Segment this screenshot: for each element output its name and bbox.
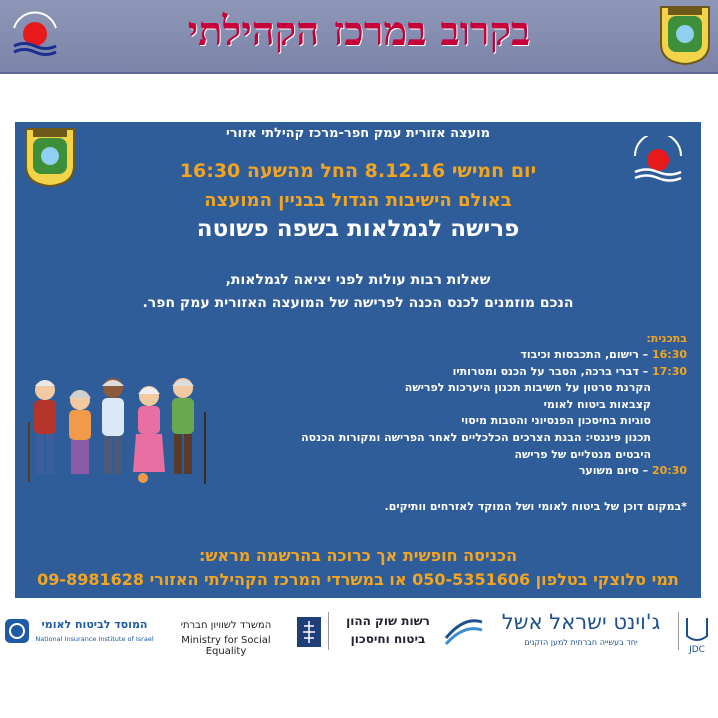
program-item: היבטים מנטליים של פרישה xyxy=(514,447,651,461)
event-poster xyxy=(15,122,701,598)
program-item: 17:30 – דברי ברכה, הסבר על הכנס ומטרותיו xyxy=(452,364,687,378)
jdc-eshel-name: ג'וינט ישראל אשל xyxy=(501,610,661,634)
program-item: קצבאות ביטוח לאומי xyxy=(543,397,651,411)
program-item: 16:30 – רישום, התכבסות וכיבוד xyxy=(520,348,687,361)
program-list xyxy=(217,331,687,480)
program-item: הקרנת סרטון על חשיבות תכנון היערכות לפרישה xyxy=(404,381,651,395)
ministry-name-he: המשרד לשוויון חברתי xyxy=(180,620,272,631)
program-item: תכנון פיננסי: הבנת הצרכים הכלכליים לאחר הפרישה ומקורות הכנסה xyxy=(301,430,651,444)
jdc-logo-icon xyxy=(682,608,712,658)
capital-market-name: רשות שוק ההון xyxy=(346,614,430,628)
jdc-eshel-tagline: יחד בעשייה חברתית למען הזקנים xyxy=(524,638,638,647)
svg-text:JDC: JDC xyxy=(689,645,705,655)
national-insurance-name: המוסד לביטוח לאומי xyxy=(41,618,148,631)
sponsors-footer xyxy=(0,608,718,658)
footer-divider xyxy=(328,612,329,650)
event-title: פרישה לגמלאות בשפה פשוטה xyxy=(196,216,520,242)
seniors-group-illustration xyxy=(25,372,225,492)
registration-heading: הכניסה חופשית אך כרוכה בהרשמה מראש: xyxy=(198,546,518,565)
header-banner xyxy=(0,0,718,74)
capital-market-icon xyxy=(444,608,484,658)
national-insurance-icon xyxy=(4,608,30,658)
emek-hefer-emblem xyxy=(658,4,712,66)
header-title: בקרוב במרכז הקהילתי xyxy=(187,8,531,55)
capital-market-subtitle: ביטוח וחיסכון xyxy=(350,632,426,646)
registration-contact: תמי סלוצקי בטלפון 050-5351606 או במשרדי המרכז הקהילתי האזורי 09-8981628 xyxy=(37,570,679,589)
program-item: סוגיות בחיסכון הפנסיוני והטבות מיסוי xyxy=(461,414,651,428)
ministry-name-en: Ministry for Social Equality xyxy=(181,635,271,657)
state-emblem-icon xyxy=(296,608,322,658)
footer-divider xyxy=(678,612,679,650)
program-item: 20:30 – סיום משוער xyxy=(578,464,687,478)
community-center-logo xyxy=(6,6,64,64)
event-date: יום חמישי 8.12.16 החל מהשעה 16:30 xyxy=(179,160,537,182)
event-location: באולם הישיבות הגדול בבניין המועצה xyxy=(204,190,512,211)
national-insurance-name-en: National Insurance Institute of Israel xyxy=(35,635,154,643)
stand-note: *במקום דוכן של ביטוח לאומי ושל המוקד לאזרחים וותיקים. xyxy=(384,500,687,513)
organization-line: מועצה אזורית עמק חפר-מרכז קהילתי אזורי xyxy=(225,126,491,141)
intro-line-1: שאלות רבות עולות לפני יציאה לגמלאות, xyxy=(225,272,491,288)
intro-line-2: הנכם מוזמנים לכנס הכנה לפרישה של המועצה האזורית עמק חפר. xyxy=(142,295,574,311)
program-heading: בתכנית: xyxy=(646,332,687,345)
